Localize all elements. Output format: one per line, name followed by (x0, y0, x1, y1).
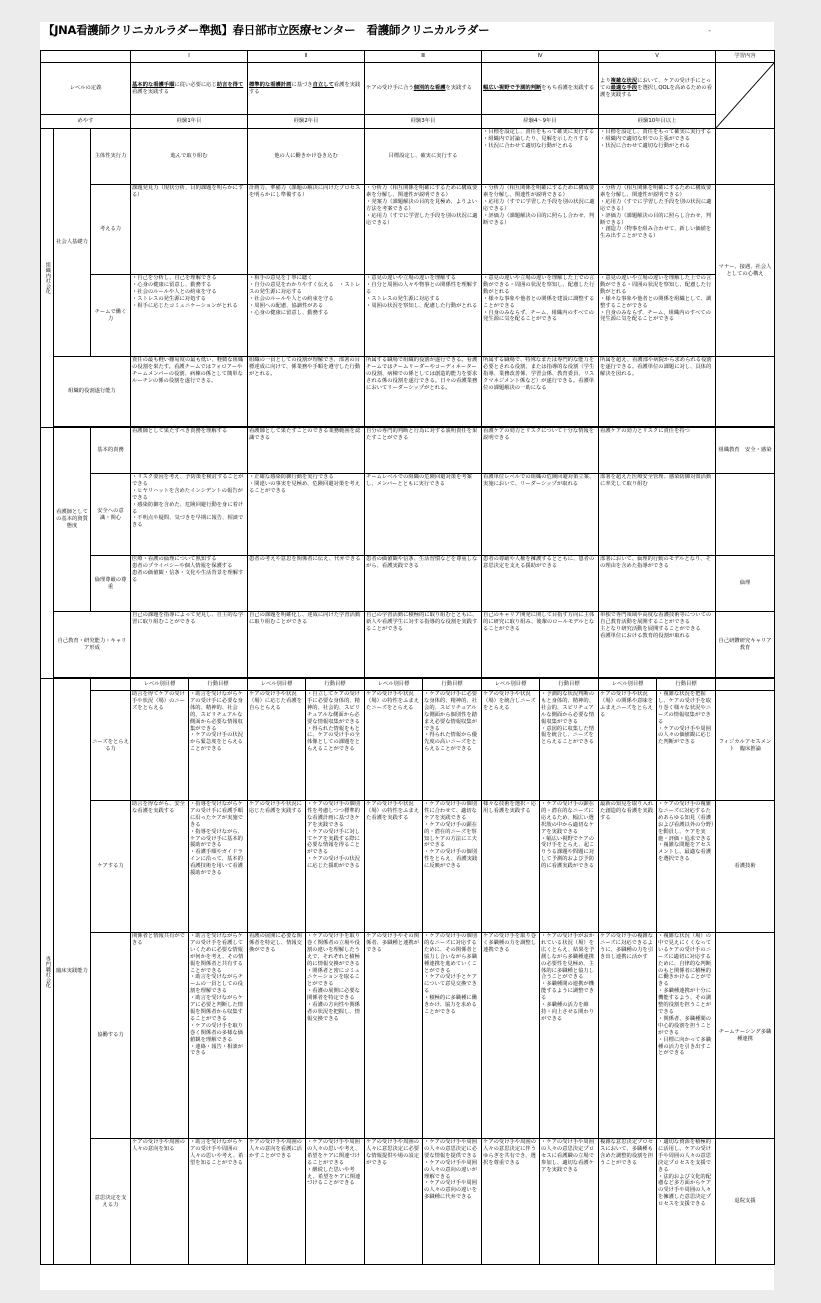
l1-action-goal-head: 行動目標 (189, 679, 248, 691)
definition-l2: 標準的な看護計画に基づき自立して看護を実践する (248, 63, 365, 115)
think-l4: ・分析力（相互関係を明確にするために構成要素を分解し、関連性が説明できる） ・応用力（すでに学習した手段を別の状況に適応できる） ・評価力（課題解決の目的に照らし合わせ、判断できる） (482, 185, 599, 275)
level-header-row (41, 51, 775, 63)
definition-l3: ケアの受け手に合う個別的な看護を実践する (365, 63, 482, 115)
care-l2-action: ・ケアの受け手の個別性を考慮しつつ標準的な看護計画に基づきケアを実践できる ・ケアの受け手に対してケアを実践する際に必要な情報を得ることができる ・ケアの受け手の状況に応じた援助ができる (306, 801, 365, 933)
collab-l5-action: ・複雑な状況（場）の中で見えにくくなっているケアの受け手のニーズに適切に対応するために、自律的な判断のもと関係者に積極的に働きかけることができる ・多職種連携が十分に機能するよう、その調整的役割を担うことができる ・関係者、多職種間の中心的役割を担うことができる ・目標に向かって多職種の活力を引き出すことができる (657, 933, 716, 1139)
think-l5: ・分析力（相互関係を明確にするために構成要素を分解し、関連性が説明できる） ・応用力（すでに学習した手段を別の状況に適応できる） ・評価力（課題解決の目的に照らし合わせ、判断できる） ・創造力（物事を組み合わせて、新しい価値を生み出すことができる） (599, 185, 716, 275)
decision-l2-level: ケアの受け手や周囲の人々の意向を看護に活かすことができる (248, 1139, 306, 1265)
label-responsibility: 基本的責務 (91, 428, 131, 474)
safety-l2: ・正確な感染防御行動を実行できる ・間違いの事実を見極め、危険回避対策を考えることができる (248, 474, 365, 556)
corner-mark: - (708, 26, 712, 36)
proactive-learn (716, 129, 775, 185)
label-think: 考える力 (91, 185, 131, 275)
decision-l3-action: ・ケアの受け手や周囲の人々の意思決定に必要な情報を提供できる ・ケアの受け手や周囲の人々の意向の違いが理解できる ・ケアの受け手や周囲の人々の意向の違いを多職種に代弁できる (423, 1139, 482, 1265)
team-l3: ・意見の違いや立場の違いを理解する ・自分と周囲の人々や物事との関係性を理解する ・ストレスの発生源に対応する ・周囲の状況を察知し、配慮した行動がとれる (365, 275, 482, 357)
subsection-social-basic: 社会人基礎力 (54, 129, 91, 357)
label-role: 組織的役割遂行能力 (54, 357, 131, 427)
definition-l4: 幅広い視野で予測的判断をもち看護を実践する (482, 63, 599, 115)
needs-l5-level: ケアの受け手や状況（場）の関係や意味をふまえニーズをとらえる (599, 691, 657, 801)
care-l4-action: ・ケアの受け手の顕在的・潜在的なニーズに応えるため、幅広い選択肢の中から適切なケアを実践できる ・幅広い視野でケアの受け手をとらえ、起こりうる課題や問題に対して予測的および予防的に看護実践ができる (540, 801, 599, 933)
level-3-header: Ⅲ (365, 51, 482, 63)
guide-label: めやす (41, 115, 131, 129)
collab-l3-action: ・ケアの受け手の個別的なニーズに対応するために、その関係者と協力し合いながら多職種連携を進めていくことができる ・ケアの受け手とケアについて意見交換できる ・積極的に多職種に働きかけ、協力を求めることができる (423, 933, 482, 1139)
l5-action-goal-head: 行動目標 (657, 679, 716, 691)
learn-physical: フィジカルアセスメント 臨床推論 (716, 691, 775, 801)
role-l5: 所属を超え、看護部や病院から求められる役割を遂行できる。看護単位の課題に対し、具体的解決を図れる。 (599, 357, 716, 427)
level-5-header: Ⅴ (599, 51, 716, 63)
label-collab: 協働する力 (91, 933, 131, 1139)
learn-career: 自己研鑽研究キャリア教育 (716, 612, 775, 678)
l1-level-goal-head: レベル別目標 (131, 679, 189, 691)
proactive-l2: 他の人に働きかけ巻き込む (248, 129, 365, 185)
diagonal-line (716, 63, 774, 128)
section2-side (41, 428, 54, 679)
resp-l1: 看護師として果たすべき責務を理解する (131, 428, 248, 474)
l3-action-goal-head: 行動目標 (423, 679, 482, 691)
needs-l3-level: ケアの受け手や状況（場）の特性をふまえたニーズをとらえる (365, 691, 423, 801)
guide-l4: 経験4～9年目 (482, 115, 599, 129)
l4-level-goal-head: レベル別目標 (482, 679, 540, 691)
career-l1: 自己の課題を指導によって発見し、自主的な学習に取り組むことができる (131, 612, 248, 678)
label-decision: 意思決定を支える力 (91, 1139, 131, 1265)
role-l2: 組織の一員としての役割が理解でき、部署の目標達成に向けて、係業務や手順を遵守した行動がとれる。 (248, 357, 365, 427)
needs-l1-level: 助言を得てケアの受け手や状況（場）のニーズをとらえる (131, 691, 189, 801)
proactive-l1: 進んで取り組む (131, 129, 248, 185)
label-proactive: 主体性実行力 (91, 129, 131, 185)
needs-l3-action: ・ケアの受け手に必要な身体的、精神的、社会的、スピリチュアルな側面から個別性を踏まえ必要な情報収集ができる ・得られた情報から優先度の高いニーズをとらえることができる (423, 691, 482, 801)
safety-learn (716, 474, 775, 556)
decision-l4-level: ケアの受け手や周囲の人々の意思決定に伴うゆらぎを共有でき、選択を尊重できる (482, 1139, 540, 1265)
label-safety: 安全への意識・関心 (91, 474, 131, 556)
team-l5: ・意見の違いや立場の違いを理解した上での言動ができる・周囲の状況を察知し、配慮した行動がとれる ・様々な事象や他者との関係を組織として、調整することができる ・自身のみならず、チーム、組織内のすべての発生源に気を配ることができる (599, 275, 716, 357)
l2-action-goal-head: 行動目標 (306, 679, 365, 691)
subsection-clinical: 臨床実践能力 (54, 679, 91, 1265)
collab-l4-action: ・ケアの受け手がおかれている状況（場）を広くとらえ、結果を予測しながら多職種連携の必要性を見極め、主体的に多職種と協力し合うことができる ・多職種間の連携が機能するように調整できる ・多職種の活力を維持・向上させる関わりができる (540, 933, 599, 1139)
care-l3-action: ・ケアの受け手の個別性に合わせて、適切なケアを実践できる ・ケアの受け手の顕在的・潜在的ニーズを察知しケアの方法に工夫ができる ・ケアの受け手の個別性をとらえ、看護実践に反映ができる (423, 801, 482, 933)
care-l5-action: ・ケアの受け手の複雑なニーズに対応するためあらゆる知見（看護および看護以外の分野）を動員し、ケアを実施・評価・追求できる ・複雑な問題をアセスメントし、最適な看護を選択できる (657, 801, 716, 933)
level-1-header: Ⅰ (131, 51, 248, 63)
definition-label: レベルの定義 (41, 63, 131, 115)
ethics-l3: 患者の価値観や信条、生活習慣などを尊重しながら、看護実践できる (365, 556, 482, 612)
decision-l5-action: ・適切な資源を積極的に活用し、ケアの受け手や周囲の人々の意思決定プロセスを支援できる ・法的および文化的配慮など多方面からケアの受け手や周囲の人々を擁護した意思決定プロセスを支援できる (657, 1139, 716, 1265)
needs-l1-action: ・助言を受けながらケアの受け手に必要な身体的、精神的、社会的、スピリチュアルな側面から必要な情報収集ができる ・ケアの受け手の状況から緊急度をとらえることができる (189, 691, 248, 801)
section-organization: 組織内社会化 (41, 129, 54, 428)
definition-l5: より複雑な状況において、ケアの受け手にとっての最適な手段を選択しQOLを高めるための看護を実践する (599, 63, 716, 115)
collab-l4-level: ケアの受け手を取り巻く多職種の力を調整し連携できる (482, 933, 540, 1139)
needs-l5-action: ・複雑な状況を把握し、ケアの受け手を取り巻く様々な状況やニーズの情報収集ができる ・ケアの受け手や周囲の人々の価値観に応じた判断ができる (657, 691, 716, 801)
needs-l2-level: ケアの受け手や状況（場）に応じた看護を自らとらえる (248, 691, 306, 801)
role-l3: 所属する職場で組織的役割が遂行できる。看護チームではチームリーダーやコーディネーターの役割、病棟での係としては創造的能力を要求される係の役割を遂行できる。日々の看護業務においてリーダーシップがとれる。 (365, 357, 482, 427)
resp-l4: 看護ケアの効力とリスクについて十分な情報を説明できる (482, 428, 599, 474)
safety-l5: 部署を超えた医療安全管理、感染防御対策活動に率先して取り組む (599, 474, 716, 556)
label-ethics: 倫理尊厳の尊重 (91, 556, 131, 612)
resp-l2: 看護師として果たすことのできる業務範囲を認識できる (248, 428, 365, 474)
team-l4: ・意見の違いや立場の違いを理解した上での言動ができる・周囲の状況を察知し、配慮した行動がとれる ・様々な事象や他者との関係を建設に調整することができる ・自身のみならず、チーム、組織内のすべての発生源に気を配ることができる (482, 275, 599, 357)
diagonal-cell (716, 63, 775, 129)
learn-nursing-skill: 看護技術 (716, 801, 775, 933)
proactive-l4: ・目標を設定し、責任をもって確実に実行する ・組織内で討論したり、見解を示したりする ・状況に合わせて適切な行動がとれる (482, 129, 599, 185)
learn-manners: マナー、接遇、社会人としての心構え (716, 185, 775, 357)
team-l2: ・相手の意見を丁寧に聴く ・自分の意見をわかりやすく伝える ・ストレスの発生源に対応する ・社会のルールや人との約束を守る ・周囲への配慮、協調性がある ・心身の健康に留意し、勤務する (248, 275, 365, 357)
care-l5-level: 最新の知見を取り入れた創造的な看護を実践する (599, 801, 657, 933)
ladder-table (40, 50, 775, 1265)
l4-action-goal-head: 行動目標 (540, 679, 599, 691)
level-4-header: Ⅳ (482, 51, 599, 63)
definition-l1: 基本的な看護手順に従い必要に応じ助言を得て看護を実践する (131, 63, 248, 115)
label-team: チームで働く力 (91, 275, 131, 357)
row-career (41, 612, 775, 678)
guide-l1: 経験1年目 (131, 115, 248, 129)
collab-l5-level: ケアの受け手の複雑なニーズに対応できるように、多職種の力を引き出し連携に活かす (599, 933, 657, 1139)
decision-l1-level: ケアの受け手や周囲の人々の意向を知る (131, 1139, 189, 1265)
think-l1: 課題発見力（現状分析、目的課題を明らかにする） (131, 185, 248, 275)
resp-l5: 看護ケアの効力とリスクに責任を持つ (599, 428, 716, 474)
career-l5: 単独で専門領域や高度な看護技術等についての自己教育活動を展開することができる 主となり研究活動を展開することができる 看護単位における教育的役割が取れる (599, 612, 716, 678)
care-l1-level: 助言を得ながら、安全な看護を実践する (131, 801, 189, 933)
clinical-header-row (41, 679, 775, 691)
ethics-l1: 医療・看護の倫理について熟知する 患者のプライバシーや個人情報を保護する 患者の価値観・信条・文化や生活背景を理解する (131, 556, 248, 612)
row-think (41, 185, 775, 275)
ethics-l5: 部署において、倫理的行動のモデルとなり、その理由を含めた指導ができる (599, 556, 716, 612)
think-l3: ・分析力（相互関係を明確にするために構成要素を分解し、関連性が説明できる） ・発案力（課題解決の目的を見極め、よりよい方法を考案できる） ・応用力（すでに学習した手段を別の状況に適応できる） (365, 185, 482, 275)
role-learn (716, 357, 775, 427)
guide-l5: 経験10年目以上 (599, 115, 716, 129)
label-needs: ニーズをとらえる力 (91, 691, 131, 801)
safety-l4: 看護単位レベルでの組織の危険回避対策立案、実施において、リーダーシップが取れる (482, 474, 599, 556)
guide-l2: 経験2年目 (248, 115, 365, 129)
learn-team-nursing: チームナーシング多職種連携 (716, 933, 775, 1139)
needs-l4-level: ケアの受け手や状況（場）を統合しニーズをとらえる (482, 691, 540, 801)
care-l4-level: 様々な技術を選択・応用し看護を実践する (482, 801, 540, 933)
collab-l1-level: 関係者と情報共有ができる (131, 933, 189, 1139)
proactive-l5: ・目標を設定し、責任をもって確実に実行する ・組織内で適切な形での主張ができる ・状況に合わせて適切な行動がとれる (599, 129, 716, 185)
row-proactive (41, 129, 775, 185)
ethics-l2: 患者の考えや意思を関係者に伝え、代弁できる (248, 556, 365, 612)
learn-ethics: 倫理 (716, 556, 775, 612)
collab-l2-level: 看護の展開に必要な関係者を特定し、情報交換ができる (248, 933, 306, 1139)
ladder-page (40, 22, 774, 1290)
collab-l3-level: ケアの受け手やその関係者、多職種と連携ができる (365, 933, 423, 1139)
page-title: 【JNA看護師クリニカルラダー準拠】春日部市立医療センター 看護師クリニカルラダー (43, 23, 490, 37)
row-team (41, 275, 775, 357)
care-l3-level: ケアの受け手や状況（場）の特性をふまえた看護を実践する (365, 801, 423, 933)
row-ethics (41, 556, 775, 612)
label-career: 自己教育・研究能力・キャリア形成 (54, 612, 131, 678)
collab-l1-action: ・助言を受けながらケアの受け手を看護していくために必要な情報が何かを考え、その情報を関係者と共有することができる ・助言を受けながらチームの一員としての役割を理解できる ・助言を受けながらケアに必要と判断した情報を関係者から収集することができる ・ケアの受け手を取り巻く関係者の多様な価値観を理解できる ・連絡・報告・相談ができる (189, 933, 248, 1139)
role-l4: 所属する職場で、特殊なまたは専門的な能力を必要とされる役割、または指導的な役割（学生指導、業務改善係、学習会係、教育委員、リスクマネジメント係など）が遂行できる。看護単位の課題解決の一助になる (482, 357, 599, 427)
care-l1-action: ・指導を受けながらケアの受け手に看護手順に沿ったケアが実施できる ・指導を受けながら、ケアの受け手に基本的援助ができる ・看護手順やガイドラインに沿って、基本的看護技術を用いて看護援助ができる (189, 801, 248, 933)
role-l1: 責任の最も軽い難易度の最も低い、軽微な組織の役割を果たす。看護チームではフォロアーやチームメンバーの役割、病棟の係として簡単なルーチンの係の役割を遂行できる。 (131, 357, 248, 427)
needs-l4-action: ・予測的な状況判断のもと身体的、精神的、社会的、スピリチュアルな側面から必要な情報収集ができる ・意図的に収集した情報を統合し、ニーズをとらえることができる (540, 691, 599, 801)
learn-safety: 組織教育 安全・感染 (716, 428, 775, 474)
row-decision (41, 1139, 775, 1265)
guide-row (41, 115, 775, 129)
row-collab (41, 933, 775, 1139)
decision-l5-level: 複雑な意思決定プロセスにおいて、多職種も含めた調整的役割を担うことができる (599, 1139, 657, 1265)
row-needs (41, 691, 775, 801)
think-l2: 計画力、準備力（課題の解決に向けたプロセスを明らかにし準備する） (248, 185, 365, 275)
care-l2-level: ケアの受け手や状況に応じた看護を実践する (248, 801, 306, 933)
l3-level-goal-head: レベル別目標 (365, 679, 423, 691)
row-care (41, 801, 775, 933)
safety-l1: ・リスク要因を考え、予防策を検討することができる ・ヒヤリハットを含めたインシデントの報告ができる ・感染防御を含めた、危険回避行動を身に着ける ・不明点や疑問、気づきを早期に報告、相談できる (131, 474, 248, 556)
definition-row (41, 63, 775, 115)
decision-l2-action: ・ケアの受け手や周囲の人々の思いや考え、希望をケアに関連づけることができる ・継続した思いや考え、希望をケアに関連づけることができる (306, 1139, 365, 1265)
decision-l3-level: ケアの受け手や周囲の人々に意思決定に必要な情報提供や場の設定ができる (365, 1139, 423, 1265)
row-role (41, 357, 775, 427)
ethics-l4: 患者の尊厳や人権を擁護するとともに、患者の意思決定を支える援助ができる (482, 556, 599, 612)
decision-l1-action: ・助言を受けながらケアの受け手や周囲の人々の思いや考え、希望を知ることができる (189, 1139, 248, 1265)
collab-l2-action: ・ケアの受け手を取り巻く関係者の立場や役割の違いを理解したうえで、それぞれと積極的に情報交換ができる ・関係者と密にコミュニケーションを取ることができる ・看護の展開に必要な関係者を特定できる ・看護の方向性や関係者の状況を把握し、情報交換できる (306, 933, 365, 1139)
team-l1: ・自己を分析し、自己を理解できる ・心身の健康に留意し、勤務する ・社会のルールや人との約束を守る ・ストレスの発生源に対処する ・相手に応じたコミュニケーションがとれる (131, 275, 248, 357)
section-professional: 専門職社会化 (41, 679, 54, 1265)
career-l3: 自己の学習活動に積極的に取り組むとともに、新人や看護学生に対する指導的な役割を実践することができる (365, 612, 482, 678)
needs-l2-action: ・自立してケアの受け手に必要な身体的、精神的、社会的、スピリチュアルな側面から必要な情報収集ができる ・得られた情報をもとに、ケアの受け手の全体像としての課題をとらえることができる (306, 691, 365, 801)
safety-l3: チームレベルでの組織の危険回避対策を考案し、メンバーとともに実行できる (365, 474, 482, 556)
career-l4: 自己のキャリア開発に関して目指す方向に主体的に研究に取り組み、後輩のロールモデルとなることができる (482, 612, 599, 678)
clinical-header-learn (716, 679, 775, 691)
row-responsibility (41, 428, 775, 474)
l2-level-goal-head: レベル別目標 (248, 679, 306, 691)
decision-l4-action: ・ケアの受け手や周囲の人々の意思決定プロセスに看護職の立場で参加し、適切な看護ケアを実践できる (540, 1139, 599, 1265)
guide-l3: 経験3年目 (365, 115, 482, 129)
header-blank (41, 51, 131, 63)
resp-l3: 自分の専門的判断と行為に対する説明責任を果たすことができる (365, 428, 482, 474)
learning-header: 学習内容 (716, 51, 775, 63)
label-care: ケアする力 (91, 801, 131, 933)
learn-discharge: 退院支援 (716, 1139, 775, 1265)
career-l2: 自己の課題を明確化し、達成に向けた学習活動に取り組むことができる (248, 612, 365, 678)
clinical-header-blank (91, 679, 131, 691)
l5-level-goal-head: レベル別目標 (599, 679, 657, 691)
level-2-header: Ⅱ (248, 51, 365, 63)
row-safety (41, 474, 775, 556)
subsection-basic-attitude: 看護師としての基本的資質態度 (54, 428, 91, 612)
proactive-l3: 目標設定し、確実に実行する (365, 129, 482, 185)
